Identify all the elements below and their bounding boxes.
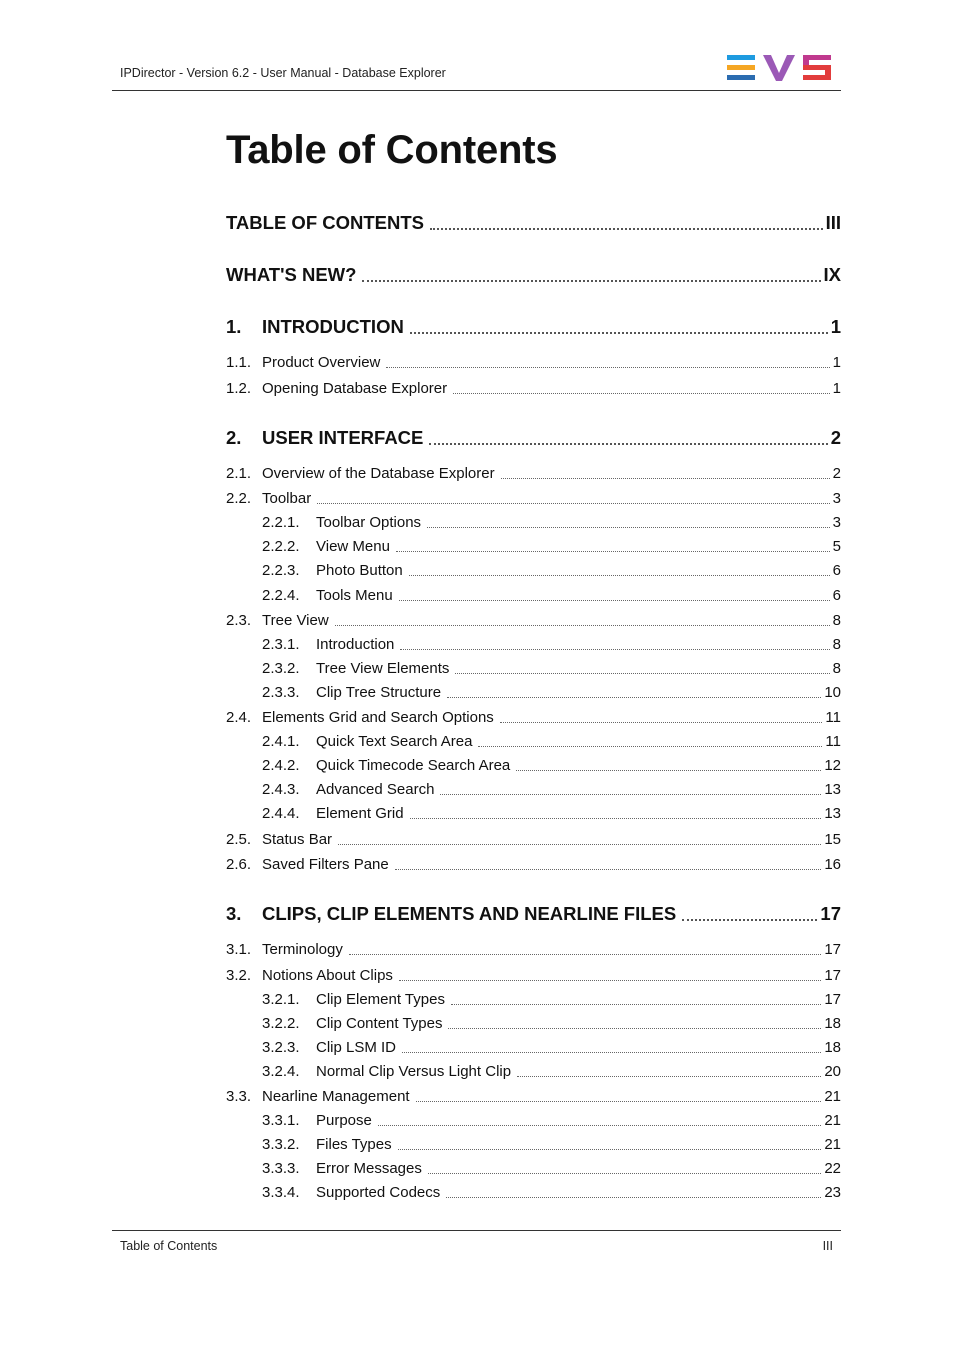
toc-entry-label: INTRODUCTION	[262, 316, 404, 337]
toc-entry-number: 2.	[226, 427, 242, 448]
toc-entry-number: 2.2.4.	[262, 587, 300, 604]
toc-entry-number: 1.2.	[226, 380, 252, 397]
toc-entry-number: 2.6.	[226, 856, 252, 873]
toc-entry[interactable]	[226, 612, 841, 629]
toc-entry-label: Clip LSM ID	[316, 1039, 397, 1056]
toc-entry-page: IX	[823, 264, 841, 285]
toc-entry-number: 2.4.4.	[262, 805, 300, 822]
toc-entry[interactable]	[226, 967, 841, 984]
toc-entry[interactable]	[226, 490, 841, 507]
toc-entry-page: 2	[832, 465, 841, 482]
toc-entry-page: 8	[832, 636, 841, 653]
toc-entry[interactable]	[226, 1136, 841, 1153]
toc-leader-dots	[448, 1027, 821, 1029]
toc-entry-label: Photo Button	[316, 562, 403, 579]
toc-leader-dots	[410, 331, 828, 334]
toc-entry-number: 3.2.3.	[262, 1039, 300, 1056]
toc-leader-dots	[362, 279, 820, 282]
toc-entry-page: 3	[832, 490, 841, 507]
toc-entry-page: 8	[832, 612, 841, 629]
toc-entry-page: III	[825, 212, 841, 233]
toc-entry[interactable]	[226, 1039, 841, 1056]
toc-entry-page: 18	[824, 1015, 841, 1032]
toc-entry-label: TABLE OF CONTENTS	[226, 212, 425, 233]
toc-leader-dots	[416, 1100, 822, 1102]
toc-entry-label: Quick Timecode Search Area	[316, 757, 511, 774]
toc-leader-dots	[398, 1148, 822, 1150]
toc-entry[interactable]	[226, 684, 841, 701]
footer-section-title: Table of Contents	[120, 1239, 218, 1253]
toc-entry-number: 2.2.2.	[262, 538, 300, 555]
toc-entry-page: 1	[830, 316, 841, 337]
toc-entry-number: 2.2.1.	[262, 514, 300, 531]
toc-entry[interactable]	[226, 465, 841, 482]
toc-entry-number: 2.5.	[226, 831, 252, 848]
toc-entry-number: 2.4.2.	[262, 757, 300, 774]
toc-entry[interactable]	[226, 941, 841, 958]
toc-entry-number: 2.3.2.	[262, 660, 300, 677]
toc-leader-dots	[399, 979, 821, 981]
toc-leader-dots	[447, 696, 821, 698]
page-footer	[112, 1230, 841, 1261]
toc-leader-dots	[335, 624, 830, 626]
toc-leader-dots	[427, 526, 830, 528]
toc-entry-page: 18	[824, 1039, 841, 1056]
toc-leader-dots	[400, 648, 829, 650]
toc-entry-label: Toolbar	[262, 490, 312, 507]
toc-entry-label: Clip Element Types	[316, 991, 445, 1008]
toc-entry-number: 3.1.	[226, 941, 252, 958]
toc-entry-label: Clip Tree Structure	[316, 684, 442, 701]
toc-leader-dots	[386, 366, 829, 368]
toc-entry[interactable]	[226, 514, 841, 531]
toc-entry-page: 6	[832, 587, 841, 604]
toc-leader-dots	[395, 868, 822, 870]
toc-leader-dots	[396, 550, 830, 552]
toc-entry-label: Overview of the Database Explorer	[262, 465, 495, 482]
toc-entry[interactable]	[226, 805, 841, 822]
toc-entry[interactable]	[226, 587, 841, 604]
toc-entry-page: 5	[832, 538, 841, 555]
toc-entry-label: Files Types	[316, 1136, 392, 1153]
toc-entry-page: 11	[825, 733, 841, 750]
toc-entry-page: 21	[824, 1112, 841, 1129]
toc-entry[interactable]	[226, 380, 841, 397]
toc-entry-number: 2.4.3.	[262, 781, 300, 798]
toc-entry-label: WHAT'S NEW?	[226, 264, 357, 285]
toc-entry-page: 22	[824, 1160, 841, 1177]
toc-entry-number: 2.1.	[226, 465, 252, 482]
toc-entry-page: 23	[824, 1184, 841, 1201]
toc-entry[interactable]	[226, 1063, 841, 1080]
footer-page-number: III	[822, 1239, 833, 1253]
toc-entry[interactable]	[226, 856, 841, 873]
toc-entry-number: 2.2.3.	[262, 562, 300, 579]
page-title: Table of Contents	[226, 128, 558, 172]
toc-leader-dots	[430, 227, 823, 230]
toc-leader-dots	[446, 1196, 821, 1198]
toc-leader-dots	[516, 769, 821, 771]
toc-leader-dots	[453, 392, 830, 394]
toc-entry-label: Toolbar Options	[316, 514, 422, 531]
toc-entry-label: Tree View	[262, 612, 329, 629]
toc-entry-page: 15	[824, 831, 841, 848]
toc-entry-label: Element Grid	[316, 805, 404, 822]
toc-entry-page: 11	[825, 709, 841, 726]
toc-leader-dots	[455, 672, 829, 674]
toc-leader-dots	[409, 574, 830, 576]
toc-entry-page: 16	[824, 856, 841, 873]
toc-leader-dots	[410, 817, 822, 819]
toc-entry-page: 17	[824, 991, 841, 1008]
toc-entry-label: Notions About Clips	[262, 967, 393, 984]
toc-entry-label: Saved Filters Pane	[262, 856, 389, 873]
toc-entry-label: Introduction	[316, 636, 395, 653]
toc-entry-number: 2.3.	[226, 612, 252, 629]
toc-leader-dots	[682, 918, 817, 921]
toc-entry-label: Purpose	[316, 1112, 372, 1129]
toc-entry-number: 3.2.	[226, 967, 252, 984]
toc-entry-page: 6	[832, 562, 841, 579]
toc-leader-dots	[428, 1172, 821, 1174]
toc-entry-number: 2.3.1.	[262, 636, 300, 653]
toc-leader-dots	[501, 477, 830, 479]
toc-entry-page: 2	[830, 427, 841, 448]
toc-entry[interactable]	[226, 1184, 841, 1201]
toc-entry-page: 17	[824, 967, 841, 984]
toc-entry-page: 3	[832, 514, 841, 531]
toc-entry-number: 1.1.	[226, 354, 252, 371]
toc-entry-number: 2.4.1.	[262, 733, 300, 750]
toc-entry[interactable]	[226, 427, 841, 449]
toc-leader-dots	[402, 1051, 821, 1053]
toc-entry-number: 3.2.1.	[262, 991, 300, 1008]
toc-entry[interactable]	[226, 316, 841, 338]
toc-entry-page: 1	[832, 354, 841, 371]
toc-entry-label: Terminology	[262, 941, 343, 958]
toc-entry-page: 17	[824, 941, 841, 958]
toc-entry-number: 2.2.	[226, 490, 252, 507]
toc-entry[interactable]	[226, 354, 841, 371]
toc-entry-page: 8	[832, 660, 841, 677]
table-of-contents	[226, 0, 841, 1230]
toc-leader-dots	[399, 599, 830, 601]
toc-entry-number: 2.4.	[226, 709, 252, 726]
toc-leader-dots	[440, 793, 821, 795]
toc-entry-label: View Menu	[316, 538, 390, 555]
toc-entry-label: Product Overview	[262, 354, 381, 371]
toc-entry-page: 17	[820, 903, 841, 924]
toc-entry[interactable]	[226, 781, 841, 798]
toc-entry[interactable]	[226, 264, 841, 286]
toc-entry-label: Opening Database Explorer	[262, 380, 448, 397]
toc-leader-dots	[429, 442, 827, 445]
toc-entry-page: 13	[824, 781, 841, 798]
toc-entry-page: 10	[824, 684, 841, 701]
header-text: IPDirector - Version 6.2 - User Manual - Database Explorer	[120, 66, 446, 80]
toc-entry-page: 21	[824, 1136, 841, 1153]
toc-entry-label: Tree View Elements	[316, 660, 450, 677]
toc-entry[interactable]	[226, 1160, 841, 1177]
toc-entry-label: Advanced Search	[316, 781, 435, 798]
toc-entry[interactable]	[226, 733, 841, 750]
toc-entry-number: 3.2.4.	[262, 1063, 300, 1080]
toc-entry-label: Elements Grid and Search Options	[262, 709, 494, 726]
toc-entry-label: CLIPS, CLIP ELEMENTS AND NEARLINE FILES	[262, 903, 677, 924]
toc-entry-page: 13	[824, 805, 841, 822]
toc-entry[interactable]	[226, 903, 841, 925]
toc-entry[interactable]	[226, 660, 841, 677]
toc-leader-dots	[500, 721, 823, 723]
toc-entry-page: 20	[824, 1063, 841, 1080]
toc-entry-label: Error Messages	[316, 1160, 422, 1177]
toc-entry-number: 3.2.2.	[262, 1015, 300, 1032]
toc-leader-dots	[338, 843, 821, 845]
toc-entry-number: 2.3.3.	[262, 684, 300, 701]
toc-entry-number: 3.	[226, 903, 242, 924]
toc-entry-label: Status Bar	[262, 831, 333, 848]
toc-entry[interactable]	[226, 538, 841, 555]
toc-entry[interactable]	[226, 757, 841, 774]
toc-entry-number: 3.3.4.	[262, 1184, 300, 1201]
toc-entry-label: Normal Clip Versus Light Clip	[316, 1063, 512, 1080]
toc-entry-label: Nearline Management	[262, 1088, 410, 1105]
toc-entry-label: Quick Text Search Area	[316, 733, 473, 750]
toc-leader-dots	[478, 745, 822, 747]
toc-entry-number: 3.3.2.	[262, 1136, 300, 1153]
toc-entry[interactable]	[226, 1112, 841, 1129]
toc-entry[interactable]	[226, 831, 841, 848]
toc-entry-number: 3.3.	[226, 1088, 252, 1105]
toc-leader-dots	[317, 502, 829, 504]
toc-entry-page: 21	[824, 1088, 841, 1105]
toc-entry-label: USER INTERFACE	[262, 427, 424, 448]
toc-entry-number: 3.3.1.	[262, 1112, 300, 1129]
toc-entry-number: 3.3.3.	[262, 1160, 300, 1177]
toc-entry[interactable]	[226, 991, 841, 1008]
toc-entry[interactable]	[226, 562, 841, 579]
toc-entry-label: Supported Codecs	[316, 1184, 441, 1201]
toc-leader-dots	[451, 1003, 821, 1005]
toc-entry[interactable]	[226, 1015, 841, 1032]
toc-entry-page: 12	[824, 757, 841, 774]
toc-entry[interactable]	[226, 709, 841, 726]
toc-entry[interactable]	[226, 1088, 841, 1105]
toc-entry-label: Clip Content Types	[316, 1015, 443, 1032]
toc-entry-page: 1	[832, 380, 841, 397]
toc-leader-dots	[378, 1124, 821, 1126]
toc-entry-number: 1.	[226, 316, 242, 337]
toc-entry-label: Tools Menu	[316, 587, 393, 604]
toc-entry[interactable]	[226, 636, 841, 653]
toc-leader-dots	[349, 953, 821, 955]
toc-leader-dots	[517, 1075, 821, 1077]
toc-entry[interactable]	[226, 212, 841, 234]
